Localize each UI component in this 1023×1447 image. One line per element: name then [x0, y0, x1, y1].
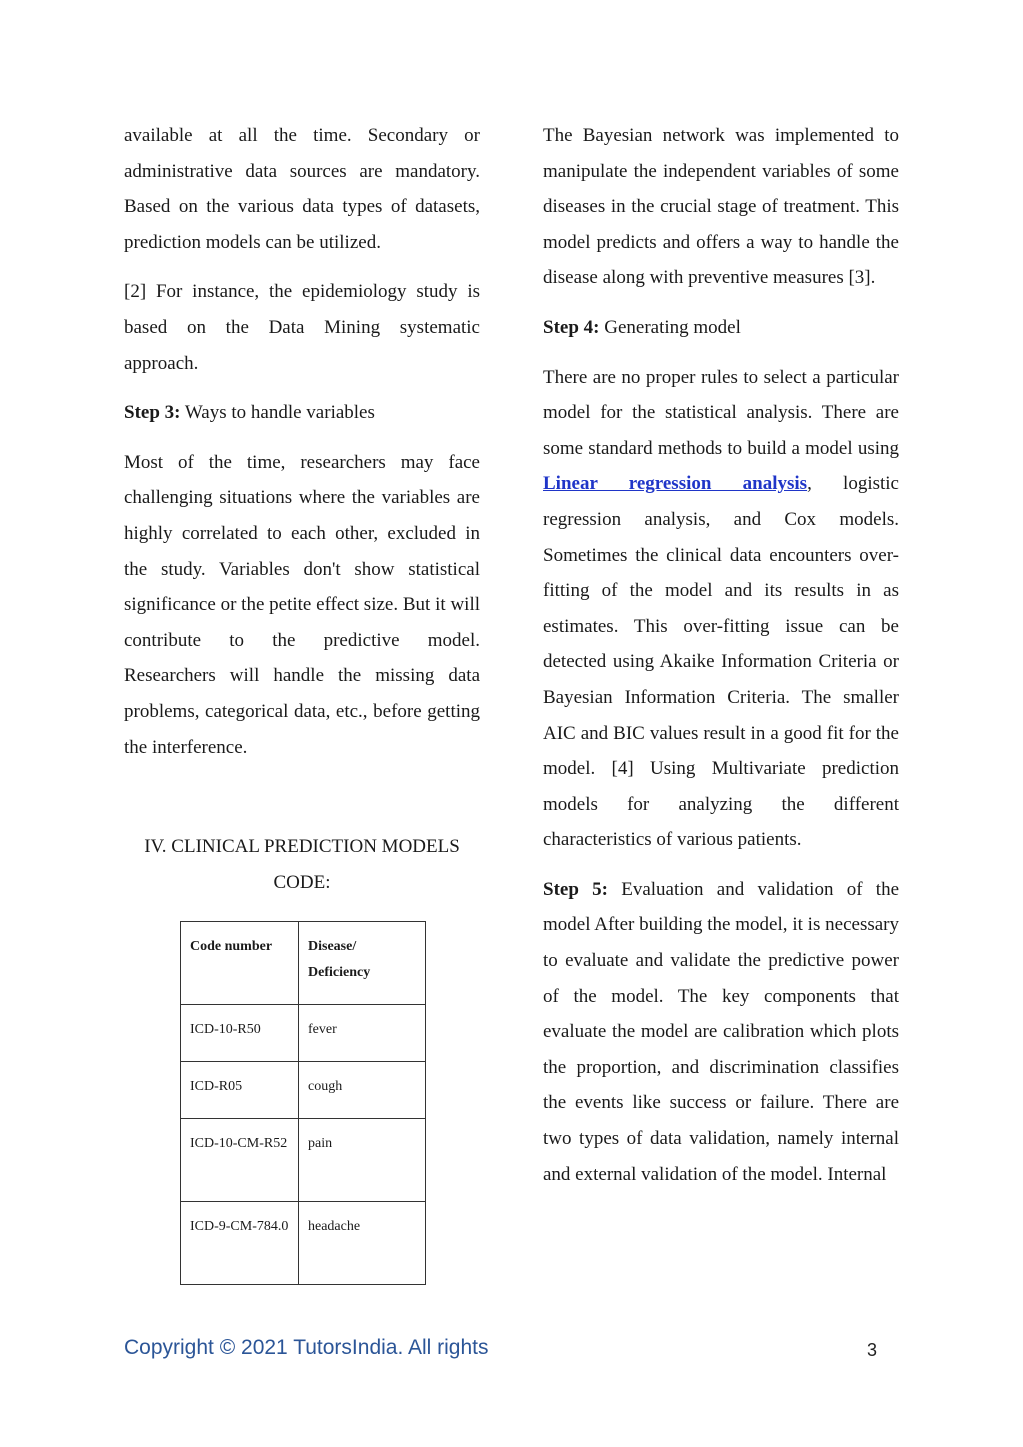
footer-copyright: Copyright © 2021 TutorsIndia. All rights — [124, 1336, 489, 1359]
table-cell-code: ICD-10-CM-R52 — [181, 1119, 299, 1202]
step-3-label: Step 3: — [124, 402, 181, 424]
left-paragraph-2: [2] For instance, the epidemiology study is based on the Data Mining systematic approach. — [124, 281, 480, 374]
table-cell-disease: headache — [299, 1202, 426, 1285]
step-4-title: Generating model — [599, 316, 741, 338]
step-3-heading — [124, 395, 480, 431]
table-row — [181, 1119, 426, 1202]
table-cell-code: ICD-9-CM-784.0 — [181, 1202, 299, 1285]
table-cell-disease: pain — [299, 1119, 426, 1202]
code-table — [180, 921, 426, 1285]
table-cell-code: ICD-10-R50 — [181, 1005, 299, 1062]
header-code-number: Code number — [181, 922, 299, 1005]
table-row — [181, 1005, 426, 1062]
step-4-label: Step 4: — [543, 316, 600, 338]
paragraph-text-after-link: , logistic regression analysis, and Cox models. Sometimes the clinical data encounters over-fitting of the model and its results in as estimates. This over-fitting issue can be detected using Akaike Information Criteria or Bayesian Information Criteria. The smaller AIC and BIC values result in a good fit for the model. [4] Using Multivariate prediction models for analyzing the different characteristics of various patients. — [543, 473, 899, 851]
step-5-label: Step 5: — [543, 878, 608, 900]
right-paragraph-1: The Bayesian network was implemented to manipulate the independent variables of some diseases in the crucial stage of treatment. This model predicts and offers a way to handle the disease along with preventive measures [3]. — [543, 125, 899, 289]
left-column — [124, 118, 480, 779]
section-heading-line-2: CODE: — [273, 871, 331, 893]
step-5-paragraph — [543, 872, 899, 1192]
table-cell-disease: cough — [299, 1062, 426, 1119]
table-cell-disease: fever — [299, 1005, 426, 1062]
right-paragraph-2 — [543, 360, 899, 858]
header-disease: Disease/ Deficiency — [299, 922, 426, 1005]
table-header-row — [181, 922, 426, 1005]
step-4-heading — [543, 310, 899, 346]
step-5-text: Evaluation and validation of the model After building the model, it is necessary to evaluate and validate the predictive power of the model. The key components that evaluate the model are calibration which plots the proportion, and discrimination classifies the events like success or failure. There are two types of data validation, namely internal and external validation of the model. Internal — [543, 878, 899, 1185]
left-paragraph-3: Most of the time, researchers may face challenging situations where the variables are highly correlated to each other, excluded in the study. Variables don't show statistical significance or the petite effect size. But it will contribute to the predictive model. Researchers will handle the missing data problems, categorical data, etc., before getting the interference. — [124, 451, 480, 758]
table-cell-code: ICD-R05 — [181, 1062, 299, 1119]
right-column — [543, 118, 899, 1206]
paragraph-text-before-link: There are no proper rules to select a particular model for the statistical analysis. There are some standard methods to build a model using — [543, 366, 899, 459]
table-row — [181, 1062, 426, 1119]
section-heading — [124, 829, 480, 900]
section-heading-line-1: IV. CLINICAL PREDICTION MODELS — [144, 836, 460, 857]
table-row — [181, 1202, 426, 1285]
page-number: 3 — [867, 1340, 878, 1360]
step-3-title: Ways to handle variables — [180, 402, 375, 424]
linear-regression-link[interactable]: Linear regression analysis — [543, 473, 808, 495]
left-paragraph-1: available at all the time. Secondary or administrative data sources are mandatory. Based on the various data types of datasets, prediction models can be utilized. — [124, 125, 480, 253]
